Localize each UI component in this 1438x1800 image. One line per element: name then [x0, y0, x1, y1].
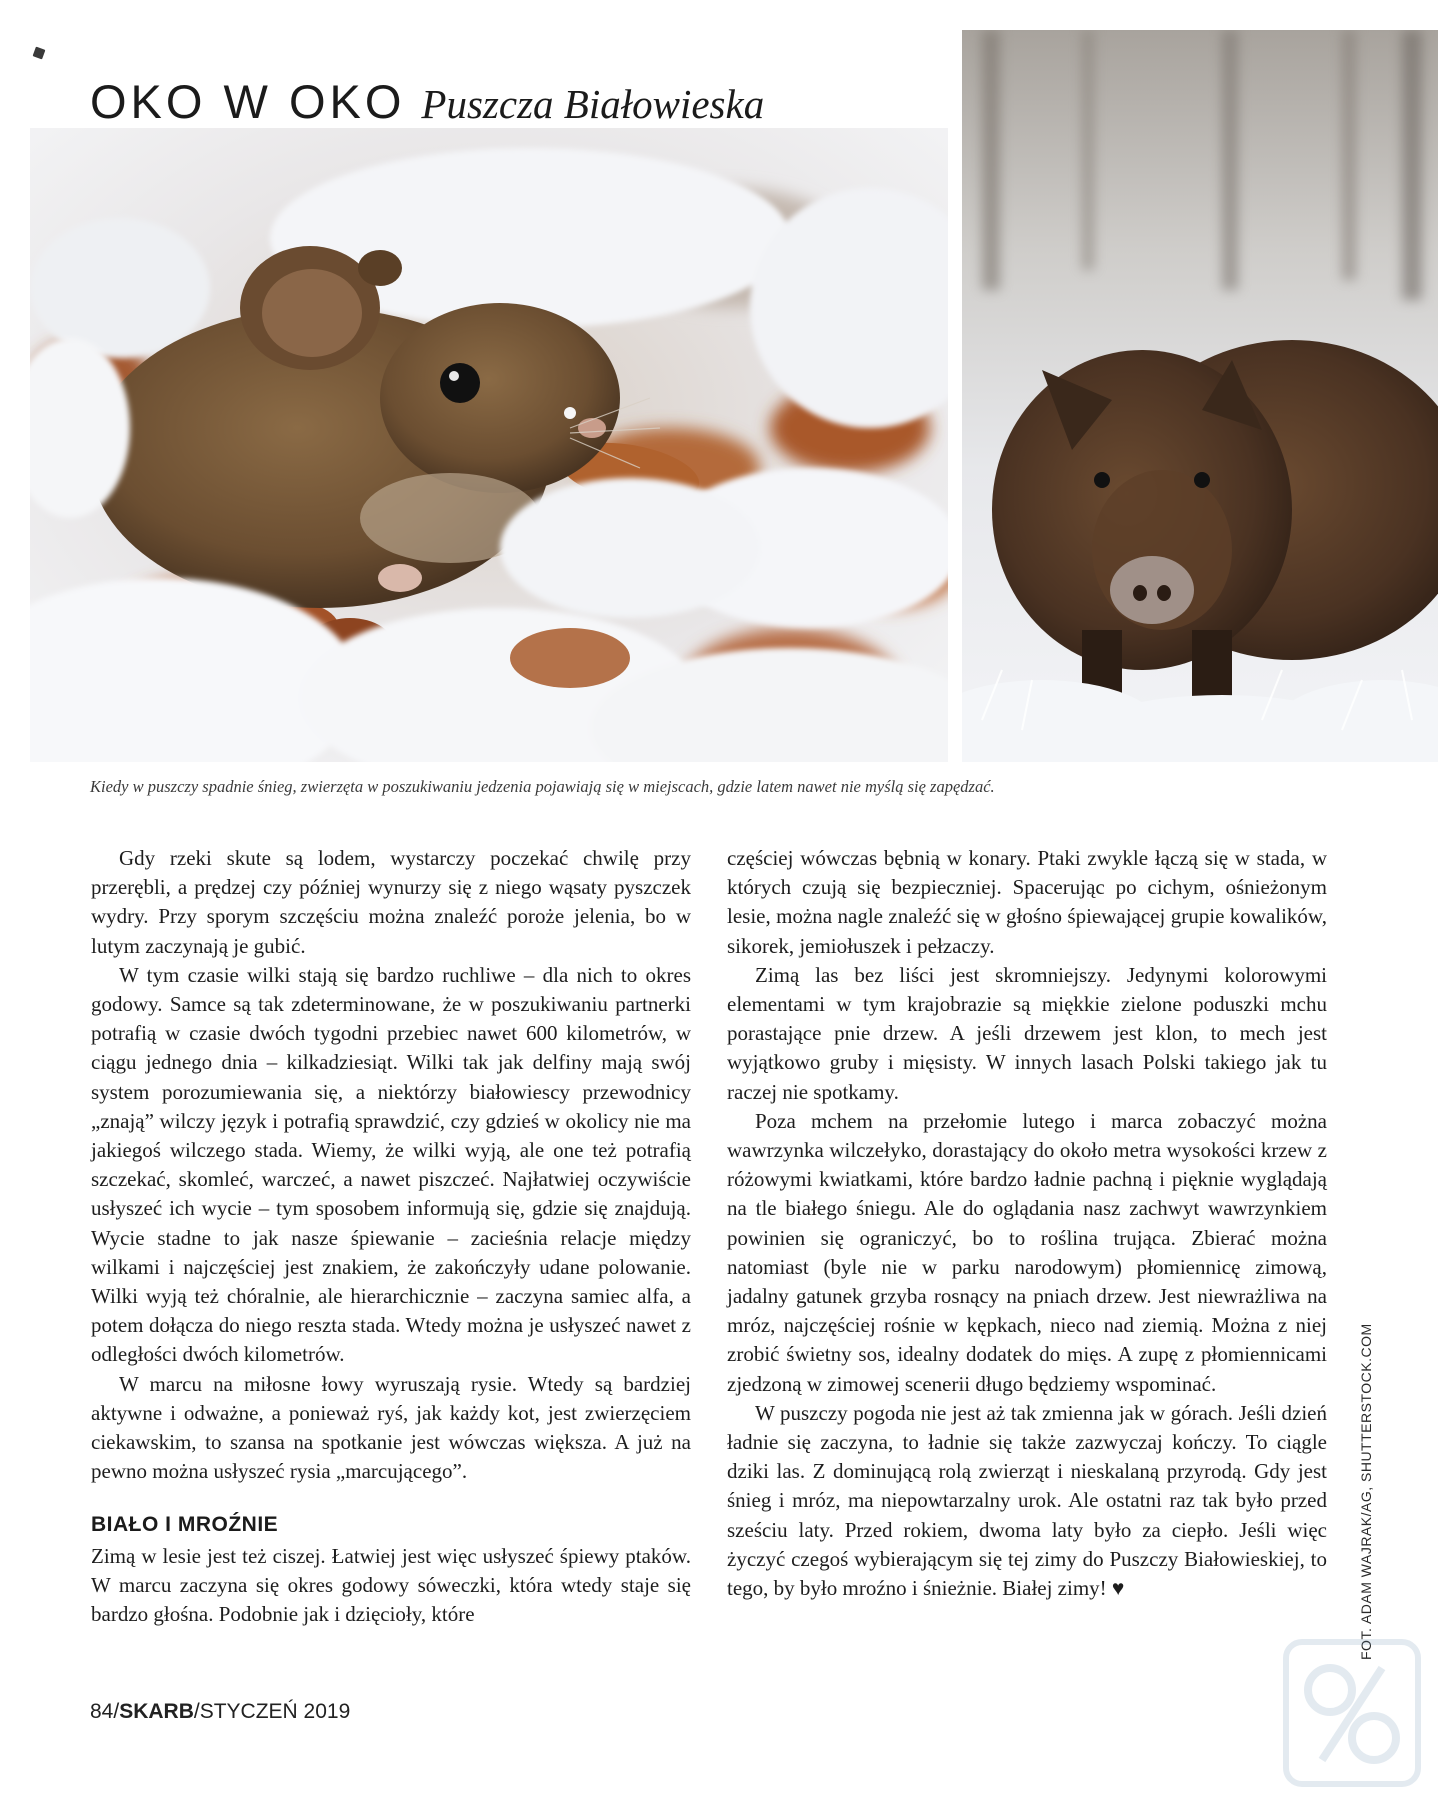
- paragraph: Poza mchem na przełomie lutego i marca zobaczyć można wawrzynka wilczełyko, dorastający do około metra wysokości krzew z różowymi kwiatkami, które bardzo ładnie pachną i pięknie wyglądają na tle białego śniegu. Ale do oglądania nasz zachwyt wawrzynkiem powinien się ograniczyć, bo to roślina trująca. Zbierać można natomiast (byle nie w parku narodowym) płomiennicę zimową, jadalny gatunek grzyba rosnący na pniach drzew. Jest niewrażliwa na mróz, najczęściej rośnie w kępkach, nieco nad ziemią. Można z niej zrobić świetny sos, idealny dodatek do mięs. A zupę z płomiennicami zjedzoną w zimowej scenerii długo będziemy wspominać.: [727, 1108, 1327, 1396]
- percent-watermark-icon: [1282, 1638, 1422, 1788]
- paragraph: Gdy rzeki skute są lodem, wystarczy poczekać chwilę przy przerębli, a prędzej czy później wynurzy się z niego wąsaty pyszczek wydry. Przy sporym szczęściu można znaleźć poroże jelenia, bo w lutym zaczynają je gubić.: [91, 846, 691, 958]
- paragraph: Zimą las bez liści jest skromniejszy. Jedynymi kolorowymi elementami w tym krajobrazie są miękkie zielone poduszki mchu porastające pnie drzew. A jeśli drzewem jest klon, to mech jest wyjątkowo gruby i mięsisty. W innych lasach Polski takiego jak tu raczej nie spotkamy.: [727, 962, 1327, 1104]
- magazine-name: SKARB: [119, 1700, 194, 1723]
- page-header: [90, 74, 764, 129]
- paragraph: Zimą w lesie jest też ciszej. Łatwiej jest więc usłyszeć śpiewy ptaków. W marcu zaczyna się okres godowy sóweczki, która wtedy staje się bardzo głośna. Podobnie jak i dzięcioły, które: [91, 1543, 691, 1627]
- page-footer: 84/SKARB/STYCZEŃ 2019: [90, 1700, 351, 1723]
- boar-photo: [962, 30, 1438, 762]
- corner-mark: [33, 47, 46, 60]
- article-column-left: [91, 844, 691, 1629]
- page-number: 84: [90, 1700, 114, 1723]
- section-title: OKO W OKO: [90, 75, 406, 128]
- paragraph: częściej wówczas bębnią w konary. Ptaki zwykle łączą się w stada, w których czują się bezpieczniej. Spacerując po cichym, ośnieżonym lesie, można nagle znaleźć się w głośno śpiewającej grupie kowalików, sikorek, jemiołuszek i pełzaczy.: [727, 846, 1327, 958]
- issue-date: STYCZEŃ 2019: [199, 1700, 351, 1723]
- section-subtitle: Puszcza Białowieska: [421, 81, 765, 127]
- mouse-illustration: [30, 128, 948, 762]
- mouse-photo: [30, 128, 948, 762]
- paragraph: W puszczy pogoda nie jest aż tak zmienna jak w górach. Jeśli dzień ładnie się zaczyna, to ładnie się także zazwyczaj kończy. To ciągle dziki las. Z dominującą rolą zwierząt i nieskalaną przyrodą. Gdy jest śnieg i mróz, ma niepowtarzalny urok. Ale ostatni raz tak było przed sześciu laty. Przed rokiem, dwoma laty było za ciepło. Jeśli więc życzyć czegoś wybierającym się tej zimy do Puszczy Białowieskiej, to tego, by było mroźno i śnieżnie. Białej zimy! ♥: [727, 1400, 1327, 1601]
- photo-credit-text: FOT. ADAM WAJRAK/AG, SHUTTERSTOCK.COM: [1358, 1323, 1374, 1660]
- paragraph: W marcu na miłosne łowy wyruszają rysie. Wtedy są bardziej aktywne i odważne, a ponieważ ryś, jak każdy kot, jest zwierzęciem ciekawskim, to szansa na spotkanie jest wówczas większa. A już na pewno można usłyszeć rysia „marcującego”.: [91, 1371, 691, 1484]
- paragraph: W tym czasie wilki stają się bardzo ruchliwe – dla nich to okres godowy. Samce są tak zdeterminowane, że w poszukiwaniu partnerki potrafią w czasie dwóch tygodni przebiec nawet 600 kilometrów, w ciągu jednego dnia – kilkadziesiąt. Wilki tak jak delfiny mają swój system porozumiewania się, a niektórzy białowiescy przewodnicy „znają” wilczy język i potrafią sprawdzić, czy gdzieś w okolicy nie ma jakiegoś wilczego stada. Wiemy, że wilki wyją, ale one też potrafią szczekać, skomleć, warczeć, a nawet piszczeć. Najłatwiej oczywiście usłyszeć ich wycie – tym sposobem informują się, gdzie się znajdują. Wycie stadne to jak nasze śpiewanie – zacieśnia relacje między wilkami i najczęściej jest znakiem, że zakończyły udane polowanie. Wilki wyją też chóralnie, ale hierarchicznie – zaczyna samiec alfa, a potem dołącza do niego reszta stada. Wtedy można je usłyszeć nawet z odległości dwóch kilometrów.: [91, 962, 691, 1367]
- photo-credit: [1358, 1290, 1382, 1660]
- section-heading: BIAŁO I MROŹNIE: [91, 1513, 279, 1537]
- photo-caption: Kiedy w puszczy spadnie śnieg, zwierzęta w poszukiwaniu jedzenia pojawiają się w miejscach, gdzie latem nawet nie myślą się zapędzać.: [90, 777, 995, 796]
- boar-illustration: [962, 30, 1438, 762]
- article-column-right: [727, 844, 1327, 1603]
